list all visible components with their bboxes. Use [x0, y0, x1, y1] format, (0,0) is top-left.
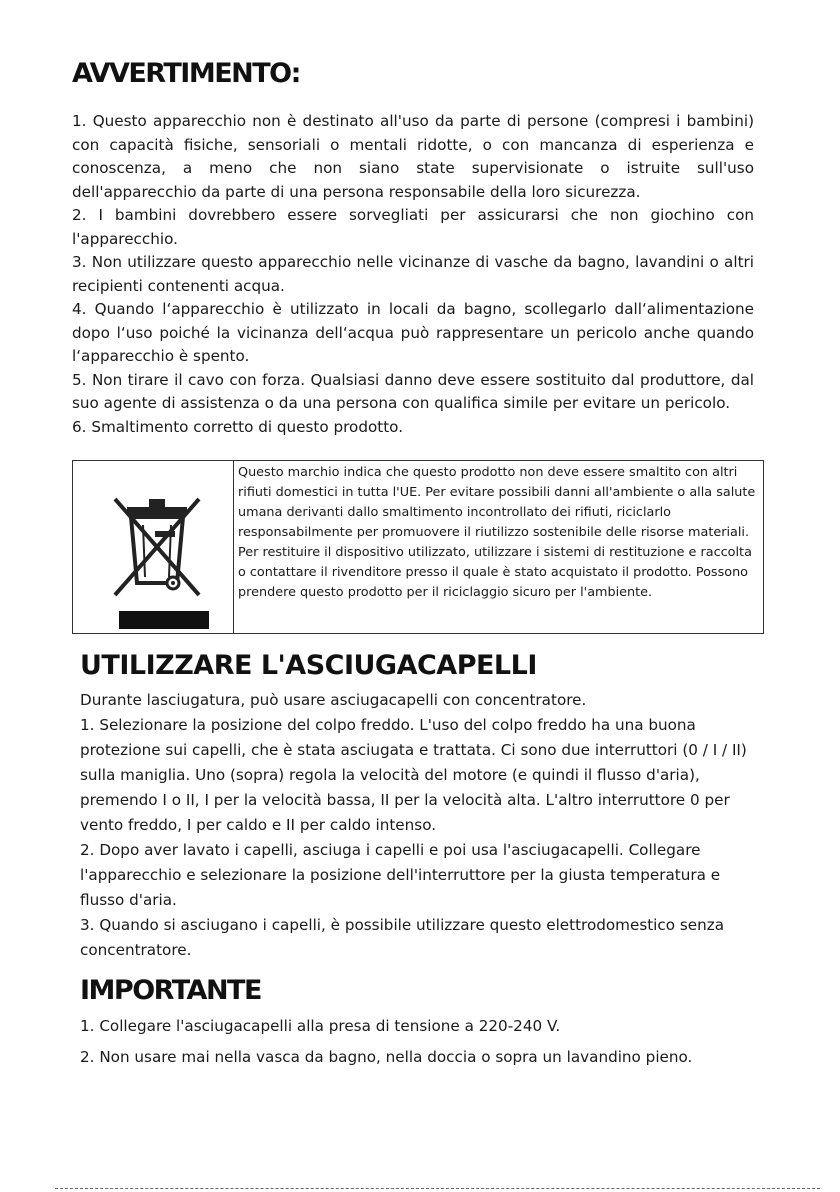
warning-item: 5. Non tirare il cavo con forza. Qualsiasi danno deve essere sostituito dal produttore, dal suo agente di assistenza o da una persona con qualifica simile per evitare un pericolo.	[72, 370, 754, 412]
warning-item: 3. Non utilizzare questo apparecchio nelle vicinanze di vasche da bagno, lavandini o altri recipienti contenenti acqua.	[72, 253, 754, 295]
disposal-table	[72, 460, 764, 634]
warning-item: 1. Questo apparecchio non è destinato all'uso da parte di persone (compresi i bambini) con capacità fisiche, sensoriali o mentali ridotte, o con mancanza di esperienza e conoscenza, a meno che non siano state supervisionate o istruite sull'uso dell'apparecchio da parte di una persona responsabile della loro sicurezza.	[72, 112, 754, 201]
important-item: 2. Non usare mai nella vasca da bagno, nella doccia o sopra un lavandino pieno.	[80, 1048, 693, 1066]
important-item: 1. Collegare l'asciugacapelli alla presa di tensione a 220-240 V.	[80, 1017, 561, 1035]
disposal-icon-cell	[73, 461, 234, 634]
warning-heading: AVVERTIMENTO:	[72, 58, 300, 89]
important-list	[80, 1014, 756, 1076]
warning-item: 4. Quando l‘apparecchio è utilizzato in locali da bagno, scollegarlo dall‘alimentazione dopo l‘uso poiché la vicinanza dell‘acqua può rappresentare un pericolo anche quando l‘apparecchio è spento.	[72, 300, 754, 365]
page-bottom-rule	[55, 1188, 820, 1189]
usage-heading: UTILIZZARE L'ASCIUGACAPELLI	[80, 650, 537, 681]
important-heading: IMPORTANTE	[80, 975, 261, 1006]
warning-item: 2. I bambini dovrebbero essere sorvegliati per assicurarsi che non giochino con l'apparecchio.	[72, 206, 754, 248]
warning-list	[72, 110, 754, 439]
disposal-text: Questo marchio indica che questo prodotto non deve essere smaltito con altri rifiuti domestici in tutta l'UE. Per evitare possibili danni all'ambiente o alla salute umana derivanti dallo smaltimento incontrollato dei rifiuti, riciclarlo responsabilmente per promuovere il riutilizzo sostenibile delle risorse materiali. Per restituire il dispositivo utilizzato, utilizzare i sistemi di restituzione e raccolta o contattare il rivenditore presso il quale è stato acquistato il prodotto. Possono prendere questo prodotto per il riciclaggio sicuro per l'ambiente.	[234, 461, 764, 634]
usage-list	[80, 688, 756, 963]
usage-item: 1. Selezionare la posizione del colpo freddo. L'uso del colpo freddo ha una buona protezione sui capelli, che è stata asciugata e trattata. Ci sono due interruttori (0 / I / II) sulla maniglia. Uno (sopra) regola la velocità del motore (e quindi il flusso d'aria), premendo I o II, I per la velocità bassa, II per la velocità alta. L'altro interruttore 0 per vento freddo, I per caldo e II per caldo intenso.	[80, 716, 747, 834]
crossed-out-wheelie-bin-icon	[99, 479, 217, 635]
usage-intro: Durante lasciugatura, può usare asciugacapelli con concentratore.	[80, 691, 587, 709]
warning-item: 6. Smaltimento corretto di questo prodotto.	[72, 417, 404, 436]
usage-item: 3. Quando si asciugano i capelli, è possibile utilizzare questo elettrodomestico senza concentratore.	[80, 916, 725, 959]
usage-item: 2. Dopo aver lavato i capelli, asciuga i capelli e poi usa l'asciugacapelli. Collegare l'apparecchio e selezionare la posizione dell'interruttore per la giusta temperatura e flusso d'aria.	[80, 841, 721, 909]
